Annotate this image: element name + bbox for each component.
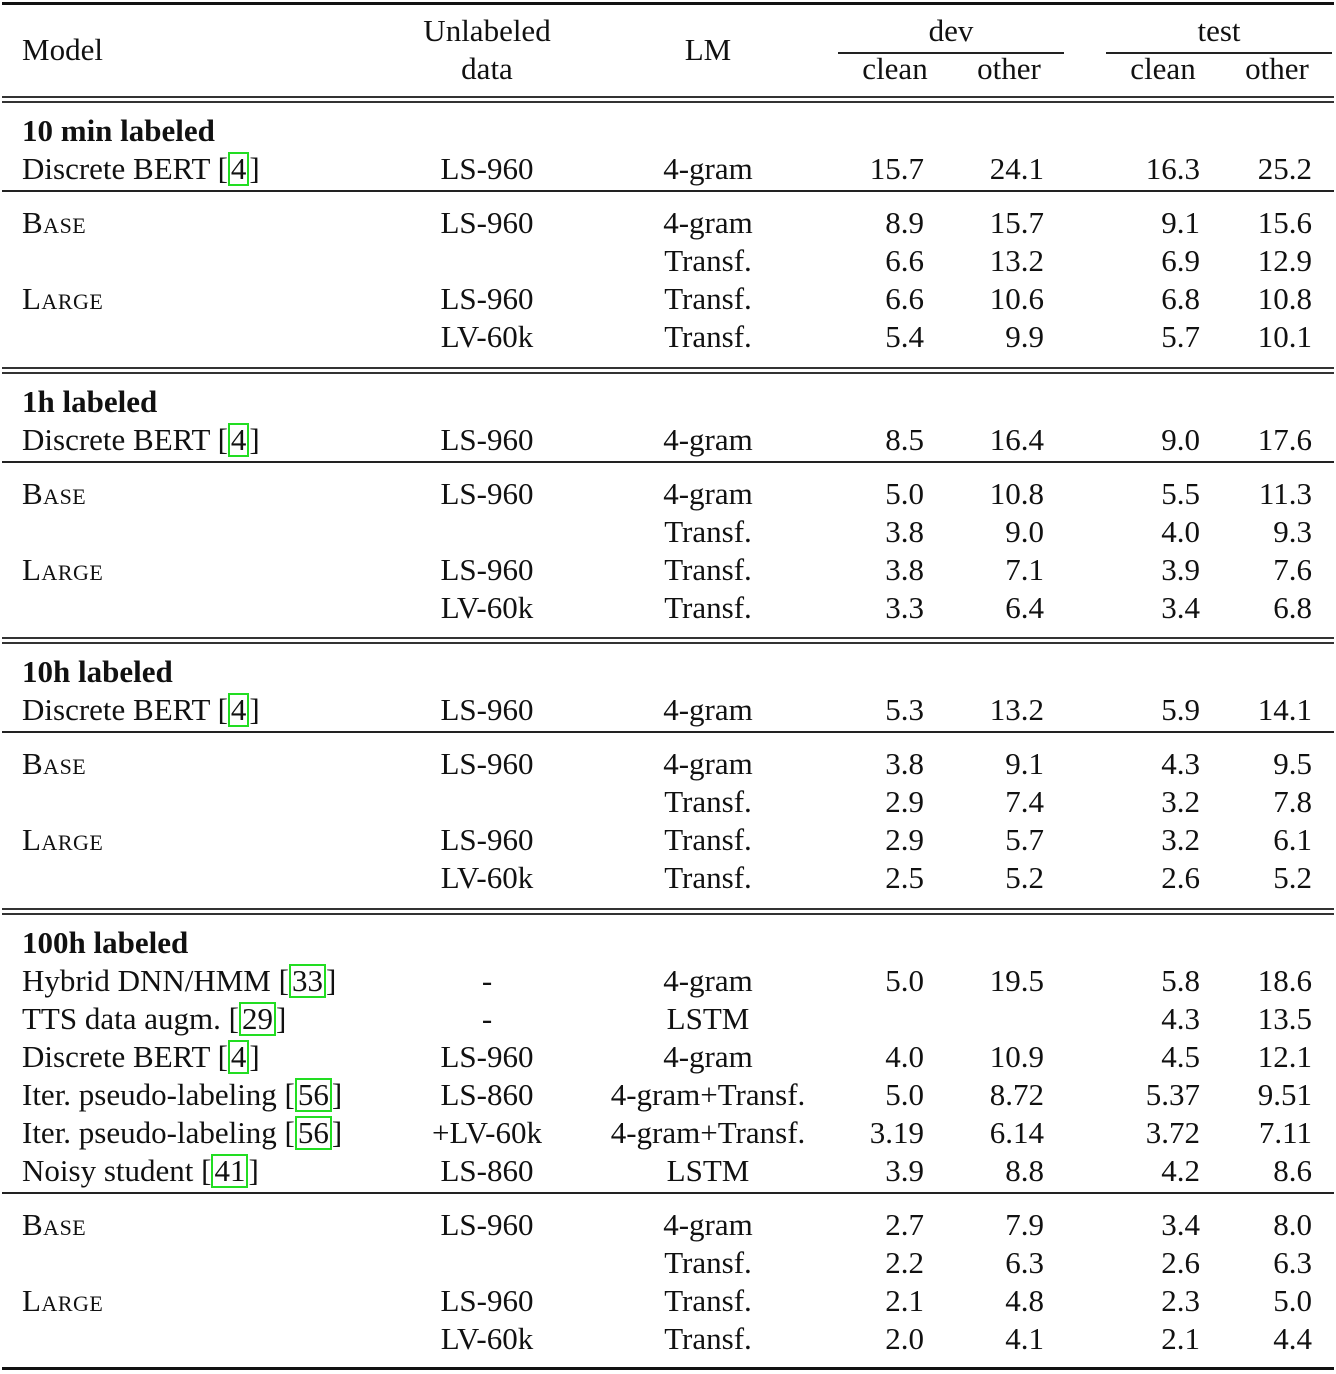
wer-test-clean: 4.3 xyxy=(1161,1001,1200,1036)
bracket-close: ] xyxy=(331,1077,343,1112)
wer-dev-other: 9.9 xyxy=(1005,319,1044,354)
wer-test-clean: 4.3 xyxy=(1161,746,1200,781)
unlabeled-data: LS-960 xyxy=(440,1283,534,1318)
wer-test-other: 4.4 xyxy=(1273,1321,1312,1356)
wer-test-other: 6.8 xyxy=(1273,590,1312,625)
model-name: Large xyxy=(22,1283,104,1318)
wer-dev-other: 10.9 xyxy=(989,1039,1044,1074)
wer-test-clean: 3.2 xyxy=(1161,822,1200,857)
language-model: Transf. xyxy=(664,1283,752,1318)
wer-dev-other: 7.4 xyxy=(1005,784,1044,819)
header-test: test xyxy=(1197,13,1241,48)
model-name: Large xyxy=(22,822,104,857)
citation-link[interactable]: 56 xyxy=(295,1078,332,1112)
citation-link[interactable]: 4 xyxy=(228,423,250,457)
language-model: 4-gram xyxy=(663,476,753,511)
wer-test-clean: 6.8 xyxy=(1161,281,1200,316)
language-model: Transf. xyxy=(664,860,752,895)
unlabeled-data: - xyxy=(481,963,493,998)
unlabeled-data: - xyxy=(481,1001,493,1036)
wer-test-clean: 9.0 xyxy=(1161,422,1200,457)
unlabeled-data: LS-960 xyxy=(440,281,534,316)
unlabeled-data: LS-960 xyxy=(440,1207,534,1242)
wer-test-clean: 5.7 xyxy=(1161,319,1200,354)
bracket-close: ] xyxy=(249,422,260,457)
header-test-other: other xyxy=(1245,51,1309,86)
wer-dev-other: 5.7 xyxy=(1005,822,1044,857)
model-label: Discrete BERT [ xyxy=(22,422,228,457)
wer-test-clean: 2.3 xyxy=(1161,1283,1200,1318)
language-model: 4-gram xyxy=(663,205,753,240)
language-model: 4-gram xyxy=(663,422,753,457)
wer-dev-clean: 2.9 xyxy=(885,822,924,857)
model-name xyxy=(22,150,260,188)
wer-dev-other: 8.72 xyxy=(989,1077,1044,1112)
wer-test-other: 6.1 xyxy=(1273,822,1312,857)
wer-test-other: 7.11 xyxy=(1258,1115,1312,1150)
wer-test-clean: 6.9 xyxy=(1161,243,1200,278)
wer-dev-clean: 5.0 xyxy=(885,476,924,511)
wer-test-clean: 5.9 xyxy=(1161,692,1200,727)
model-label: Hybrid DNN/HMM [ xyxy=(22,963,289,998)
section-double-rule-a xyxy=(2,908,1334,910)
wer-dev-clean: 3.9 xyxy=(885,1153,924,1188)
wer-dev-clean: 2.1 xyxy=(885,1283,924,1318)
wer-test-other: 9.3 xyxy=(1273,514,1312,549)
section-double-rule-b xyxy=(2,913,1334,915)
unlabeled-data: LS-960 xyxy=(440,151,534,186)
wer-test-clean: 5.5 xyxy=(1161,476,1200,511)
wer-dev-clean: 5.0 xyxy=(885,963,924,998)
wer-test-other: 7.6 xyxy=(1273,552,1312,587)
unlabeled-data: LS-960 xyxy=(440,476,534,511)
unlabeled-data: LS-960 xyxy=(440,692,534,727)
model-label: Iter. pseudo-labeling [ xyxy=(22,1077,295,1112)
wer-dev-other: 19.5 xyxy=(989,963,1044,998)
wer-dev-other: 9.1 xyxy=(1005,746,1044,781)
wer-test-clean: 5.8 xyxy=(1161,963,1200,998)
unlabeled-data: LS-860 xyxy=(440,1077,534,1112)
section-midrule xyxy=(2,461,1334,463)
section-double-rule-b xyxy=(2,101,1334,103)
unlabeled-data: LS-960 xyxy=(440,422,534,457)
citation-link[interactable]: 4 xyxy=(228,152,250,186)
wer-dev-clean: 3.3 xyxy=(885,590,924,625)
wer-test-other: 5.0 xyxy=(1273,1283,1312,1318)
wer-dev-other: 6.14 xyxy=(989,1115,1044,1150)
citation-link[interactable]: 41 xyxy=(211,1154,248,1188)
model-name xyxy=(22,691,260,729)
wer-test-clean: 3.4 xyxy=(1161,1207,1200,1242)
header-test-clean: clean xyxy=(1130,51,1196,86)
language-model: 4-gram xyxy=(663,151,753,186)
unlabeled-data: LV-60k xyxy=(440,860,534,895)
wer-dev-other: 16.4 xyxy=(989,422,1044,457)
wer-test-clean: 2.6 xyxy=(1161,860,1200,895)
model-name: Base xyxy=(22,205,87,240)
wer-test-other: 14.1 xyxy=(1257,692,1312,727)
unlabeled-data: LS-860 xyxy=(440,1153,534,1188)
wer-dev-clean: 2.2 xyxy=(885,1245,924,1280)
section-midrule xyxy=(2,1192,1334,1194)
citation-link[interactable]: 33 xyxy=(289,964,326,998)
wer-test-clean: 9.1 xyxy=(1161,205,1200,240)
unlabeled-data: LS-960 xyxy=(440,746,534,781)
unlabeled-data: LS-960 xyxy=(440,552,534,587)
wer-test-other: 9.5 xyxy=(1273,746,1312,781)
model-name xyxy=(22,1152,259,1190)
model-name: Base xyxy=(22,746,87,781)
wer-test-other: 15.6 xyxy=(1257,205,1312,240)
language-model: 4-gram xyxy=(663,692,753,727)
bracket-close: ] xyxy=(331,1115,343,1150)
wer-dev-clean: 5.0 xyxy=(885,1077,924,1112)
citation-link[interactable]: 4 xyxy=(228,1040,250,1074)
top-rule xyxy=(2,2,1334,5)
unlabeled-data: LS-960 xyxy=(440,1039,534,1074)
wer-dev-other: 10.8 xyxy=(989,476,1044,511)
language-model: 4-gram+Transf. xyxy=(610,1115,806,1150)
model-name: Large xyxy=(22,281,104,316)
wer-dev-clean: 8.5 xyxy=(885,422,924,457)
wer-dev-other: 7.1 xyxy=(1005,552,1044,587)
wer-dev-clean: 2.9 xyxy=(885,784,924,819)
wer-test-other: 10.1 xyxy=(1257,319,1312,354)
bracket-close: ] xyxy=(249,151,260,186)
bracket-close: ] xyxy=(249,692,260,727)
section-title: 100h labeled xyxy=(22,925,189,960)
header-unlabeled-line1: Unlabeled xyxy=(423,13,551,48)
wer-dev-clean: 2.0 xyxy=(885,1321,924,1356)
model-name xyxy=(22,1038,260,1076)
wer-test-clean: 3.9 xyxy=(1161,552,1200,587)
wer-dev-other: 8.8 xyxy=(1005,1153,1044,1188)
unlabeled-data: +LV-60k xyxy=(432,1115,542,1150)
model-name xyxy=(22,962,336,1000)
language-model: Transf. xyxy=(664,514,752,549)
wer-dev-other: 4.1 xyxy=(1005,1321,1044,1356)
model-name xyxy=(22,1114,342,1152)
language-model: Transf. xyxy=(664,784,752,819)
wer-dev-other: 24.1 xyxy=(989,151,1044,186)
section-title: 10h labeled xyxy=(22,654,173,689)
wer-dev-clean: 8.9 xyxy=(885,205,924,240)
language-model: 4-gram xyxy=(663,963,753,998)
wer-dev-other: 7.9 xyxy=(1005,1207,1044,1242)
bracket-close: ] xyxy=(325,963,337,998)
wer-test-other: 6.3 xyxy=(1273,1245,1312,1280)
wer-test-other: 8.0 xyxy=(1273,1207,1312,1242)
unlabeled-data: LV-60k xyxy=(440,319,534,354)
wer-dev-other: 10.6 xyxy=(989,281,1044,316)
model-name: Large xyxy=(22,552,104,587)
wer-test-clean: 4.2 xyxy=(1161,1153,1200,1188)
wer-test-other: 12.9 xyxy=(1257,243,1312,278)
wer-test-other: 12.1 xyxy=(1257,1039,1312,1074)
language-model: Transf. xyxy=(664,590,752,625)
header-dev-clean: clean xyxy=(862,51,928,86)
model-name xyxy=(22,1076,342,1114)
wer-test-other: 8.6 xyxy=(1273,1153,1312,1188)
language-model: 4-gram xyxy=(663,746,753,781)
wer-test-other: 10.8 xyxy=(1257,281,1312,316)
model-label: Noisy student [ xyxy=(22,1153,212,1188)
language-model: Transf. xyxy=(664,1321,752,1356)
wer-test-clean: 4.5 xyxy=(1161,1039,1200,1074)
bottom-rule xyxy=(2,1367,1334,1370)
language-model: LSTM xyxy=(666,1153,750,1188)
wer-dev-clean: 3.8 xyxy=(885,552,924,587)
citation-link[interactable]: 29 xyxy=(239,1002,276,1036)
wer-test-other: 7.8 xyxy=(1273,784,1312,819)
language-model: LSTM xyxy=(666,1001,750,1036)
wer-dev-clean: 5.4 xyxy=(885,319,924,354)
model-name xyxy=(22,421,260,459)
wer-test-clean: 3.2 xyxy=(1161,784,1200,819)
wer-test-clean: 3.72 xyxy=(1145,1115,1200,1150)
wer-dev-other: 9.0 xyxy=(1005,514,1044,549)
wer-test-clean: 2.6 xyxy=(1161,1245,1200,1280)
wer-dev-other: 6.4 xyxy=(1005,590,1044,625)
section-double-rule-b xyxy=(2,372,1334,374)
model-name xyxy=(22,1000,286,1038)
unlabeled-data: LV-60k xyxy=(440,1321,534,1356)
wer-dev-other: 5.2 xyxy=(1005,860,1044,895)
header-dev-other: other xyxy=(977,51,1041,86)
language-model: 4-gram+Transf. xyxy=(610,1077,806,1112)
wer-dev-clean: 4.0 xyxy=(885,1039,924,1074)
header-dev: dev xyxy=(928,13,974,48)
wer-dev-clean: 3.8 xyxy=(885,514,924,549)
section-double-rule-a xyxy=(2,637,1334,639)
wer-dev-other: 13.2 xyxy=(989,243,1044,278)
wer-dev-clean: 5.3 xyxy=(885,692,924,727)
wer-dev-clean: 3.8 xyxy=(885,746,924,781)
wer-test-other: 13.5 xyxy=(1257,1001,1312,1036)
unlabeled-data: LS-960 xyxy=(440,822,534,857)
unlabeled-data: LV-60k xyxy=(440,590,534,625)
language-model: Transf. xyxy=(664,822,752,857)
bracket-close: ] xyxy=(249,1039,260,1074)
wer-test-clean: 2.1 xyxy=(1161,1321,1200,1356)
wer-test-clean: 3.4 xyxy=(1161,590,1200,625)
section-double-rule-b xyxy=(2,642,1334,644)
wer-dev-other: 15.7 xyxy=(989,205,1044,240)
wer-dev-clean: 15.7 xyxy=(869,151,924,186)
header-lm: LM xyxy=(684,32,732,67)
wer-dev-other: 4.8 xyxy=(1005,1283,1044,1318)
bracket-close: ] xyxy=(248,1153,259,1188)
language-model: Transf. xyxy=(664,319,752,354)
wer-dev-clean: 2.7 xyxy=(885,1207,924,1242)
wer-dev-clean: 6.6 xyxy=(885,281,924,316)
model-name: Base xyxy=(22,476,87,511)
model-label: Discrete BERT [ xyxy=(22,151,228,186)
wer-test-other: 11.3 xyxy=(1258,476,1312,511)
model-name: Base xyxy=(22,1207,87,1242)
wer-test-other: 25.2 xyxy=(1257,151,1312,186)
wer-dev-clean: 2.5 xyxy=(885,860,924,895)
model-label: Discrete BERT [ xyxy=(22,1039,228,1074)
model-label: Iter. pseudo-labeling [ xyxy=(22,1115,295,1150)
wer-test-other: 18.6 xyxy=(1257,963,1312,998)
bracket-close: ] xyxy=(275,1001,287,1036)
wer-test-clean: 5.37 xyxy=(1145,1077,1200,1112)
wer-dev-other: 6.3 xyxy=(1005,1245,1044,1280)
wer-test-clean: 4.0 xyxy=(1161,514,1200,549)
unlabeled-data: LS-960 xyxy=(440,205,534,240)
wer-dev-other: 13.2 xyxy=(989,692,1044,727)
language-model: 4-gram xyxy=(663,1207,753,1242)
section-double-rule-a xyxy=(2,367,1334,369)
header-unlabeled-line2: data xyxy=(461,51,513,86)
wer-test-clean: 16.3 xyxy=(1145,151,1200,186)
header-model: Model xyxy=(22,32,103,67)
language-model: Transf. xyxy=(664,552,752,587)
section-title: 10 min labeled xyxy=(22,113,215,148)
language-model: Transf. xyxy=(664,1245,752,1280)
wer-test-other: 5.2 xyxy=(1273,860,1312,895)
wer-dev-clean: 6.6 xyxy=(885,243,924,278)
language-model: Transf. xyxy=(664,281,752,316)
language-model: 4-gram xyxy=(663,1039,753,1074)
citation-link[interactable]: 4 xyxy=(228,693,250,727)
wer-test-other: 17.6 xyxy=(1257,422,1312,457)
section-midrule xyxy=(2,731,1334,733)
section-double-rule-a xyxy=(2,96,1334,98)
model-label: TTS data augm. [ xyxy=(22,1001,239,1036)
section-midrule xyxy=(2,190,1334,192)
model-label: Discrete BERT [ xyxy=(22,692,228,727)
language-model: Transf. xyxy=(664,243,752,278)
citation-link[interactable]: 56 xyxy=(295,1116,332,1150)
section-title: 1h labeled xyxy=(22,384,158,419)
wer-dev-clean: 3.19 xyxy=(869,1115,924,1150)
wer-test-other: 9.51 xyxy=(1257,1077,1312,1112)
